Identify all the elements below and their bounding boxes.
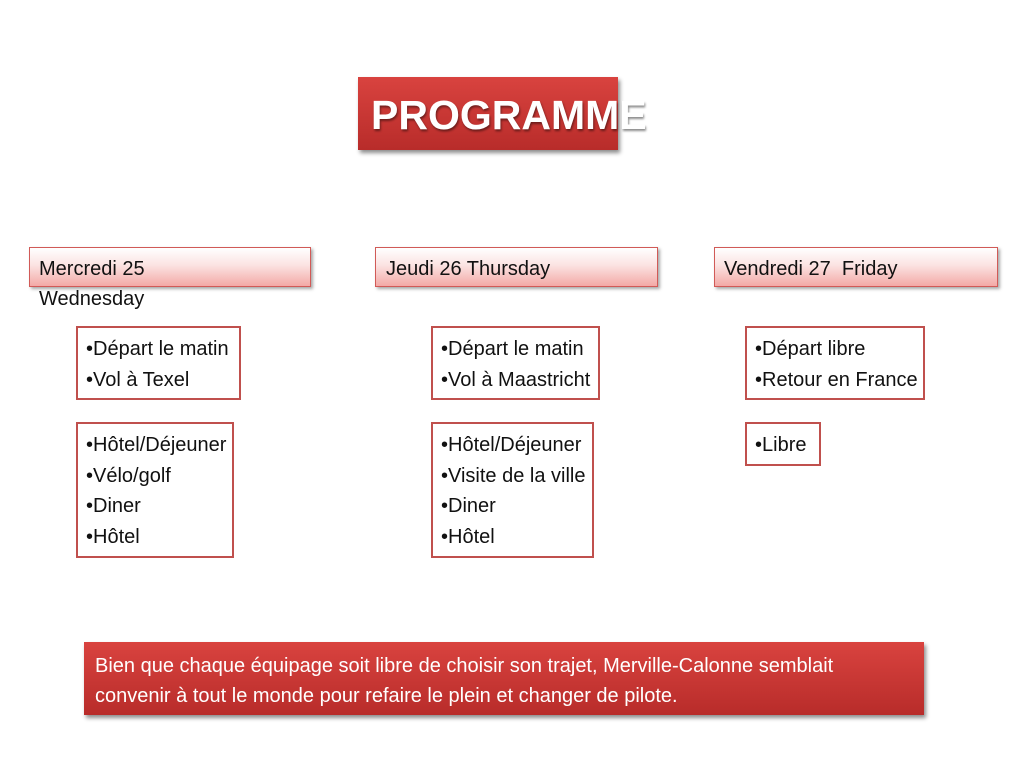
note-text: Bien que chaque équipage soit libre de choisir son trajet, Merville-Calonne semblait convenir à tout le monde pour refaire le plein et changer de pilote. [95, 655, 834, 707]
list-item: •Vélo/golf [86, 464, 171, 487]
list-item: •Diner [86, 495, 141, 517]
activity-list-morning [755, 334, 918, 395]
day-header-label: Jeudi 26 Thursday [386, 258, 551, 280]
list-item: •Diner [441, 495, 496, 517]
activity-list-afternoon [86, 430, 226, 552]
list-item: •Retour en France [755, 368, 918, 391]
page-title: PROGRAMME [371, 92, 647, 138]
list-item: •Visite de la ville [441, 464, 586, 487]
activity-list-morning [86, 334, 229, 395]
activity-list-afternoon [755, 430, 806, 461]
activity-list-morning [441, 334, 590, 395]
list-item: •Départ le matin [441, 338, 584, 360]
list-item: •Vol à Texel [86, 368, 190, 391]
list-item: •Hôtel [441, 525, 495, 548]
list-item: •Vol à Maastricht [441, 368, 591, 391]
activity-list-afternoon [441, 430, 585, 552]
day-header-label: Vendredi 27 Friday [724, 258, 898, 280]
day-header-label: Mercredi 25 Wednesday [39, 258, 145, 310]
list-item: •Départ le matin [86, 338, 229, 360]
list-item: •Départ libre [755, 338, 866, 360]
list-item: •Hôtel/Déjeuner [86, 434, 227, 456]
list-item: •Libre [755, 434, 807, 456]
list-item: •Hôtel/Déjeuner [441, 434, 582, 456]
list-item: •Hôtel [86, 525, 140, 548]
